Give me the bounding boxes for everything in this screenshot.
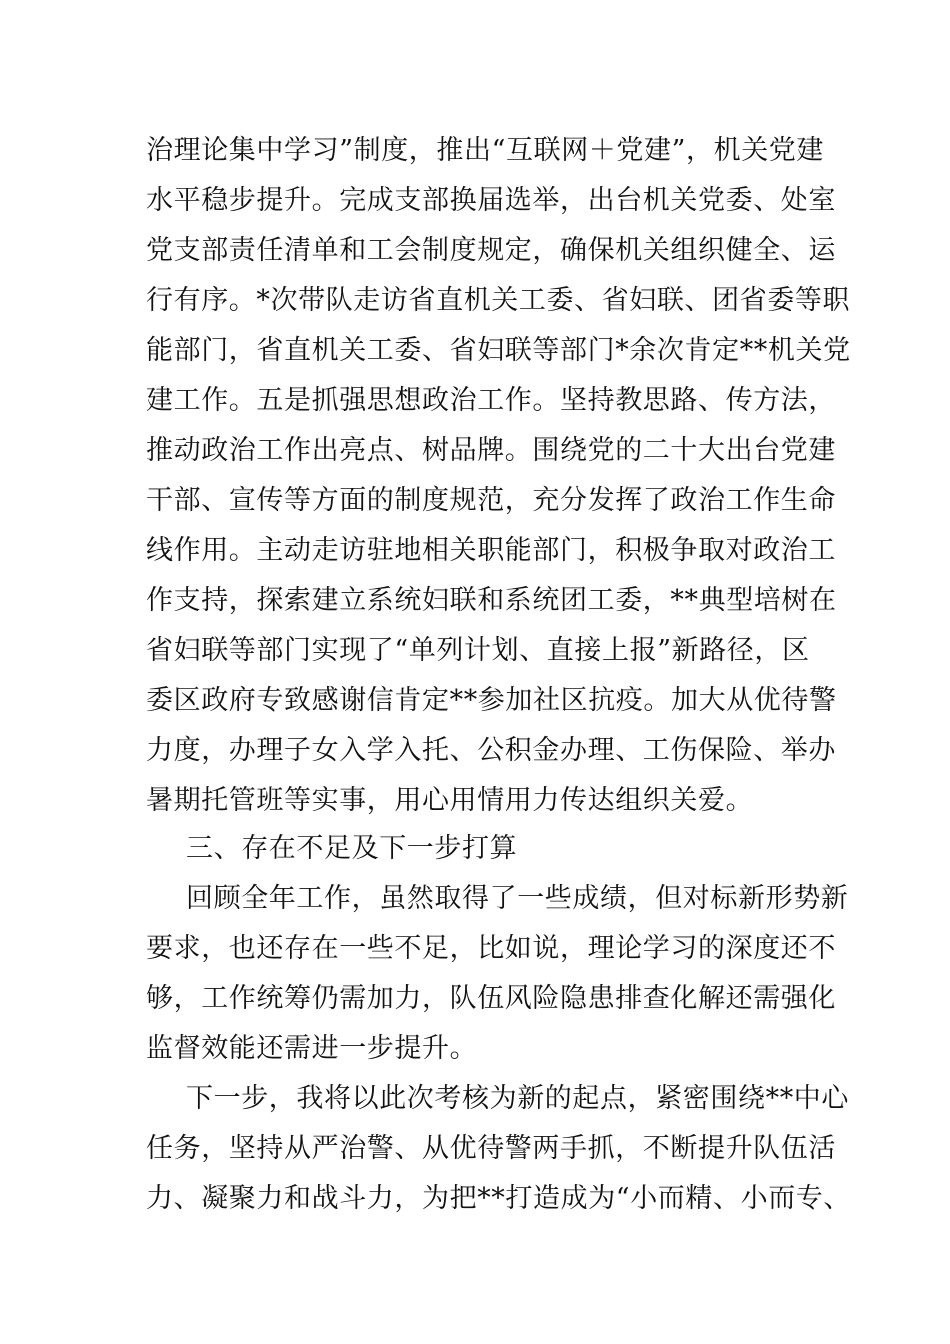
body-text-line: 够，工作统筹仍需加力，队伍风险隐患排查化解还需强化 (146, 983, 836, 1014)
body-text-line: 委区政府专致感谢信肯定**参加社区抗疫。加大从优待警 (146, 685, 837, 716)
body-text-line: 要求，也还存在一些不足，比如说，理论学习的深度还不 (146, 933, 836, 964)
body-text-line: 党支部责任清单和工会制度规定，确保机关组织健全、运 (146, 235, 836, 266)
body-text-line: 水平稳步提升。完成支部换届选举，出台机关党委、处室 (146, 185, 836, 216)
body-text-line: 监督效能还需进一步提升。 (146, 1033, 478, 1064)
section-heading: 三、存在不足及下一步打算 (186, 833, 518, 864)
body-text-line: 暑期托管班等实事，用心用情用力传达组织关爱。 (146, 785, 754, 816)
body-text-line: 回顾全年工作，虽然取得了一些成绩，但对标新形势新 (186, 883, 849, 914)
body-text-line: 能部门，省直机关工委、省妇联等部门*余次肯定**机关党 (146, 335, 851, 366)
body-text-line: 下一步，我将以此次考核为新的起点，紧密围绕**中心 (186, 1083, 849, 1114)
body-text-line: 行有序。*次带队走访省直机关工委、省妇联、团省委等职 (146, 285, 851, 316)
body-text-line: 力度，办理子女入学入托、公积金办理、工伤保险、举办 (146, 735, 836, 766)
body-text-line: 任务，坚持从严治警、从优待警两手抓，不断提升队伍活 (146, 1133, 836, 1164)
body-text-line: 推动政治工作出亮点、树品牌。围绕党的二十大出台党建 (146, 435, 836, 466)
body-text-line: 治理论集中学习”制度，推出“互联网＋党建”，机关党建 (146, 135, 825, 166)
body-text-line: 力、凝聚力和战斗力，为把**打造成为“小而精、小而专、 (146, 1183, 852, 1214)
body-text-line: 建工作。五是抓强思想政治工作。坚持教思路、传方法， (146, 385, 836, 416)
body-text-line: 省妇联等部门实现了“单列计划、直接上报”新路径，区 (146, 635, 810, 666)
body-text-line: 线作用。主动走访驻地相关职能部门，积极争取对政治工 (146, 535, 836, 566)
body-text-line: 作支持，探索建立系统妇联和系统团工委，**典型培树在 (146, 585, 837, 616)
body-text-line: 干部、宣传等方面的制度规范，充分发挥了政治工作生命 (146, 485, 836, 516)
